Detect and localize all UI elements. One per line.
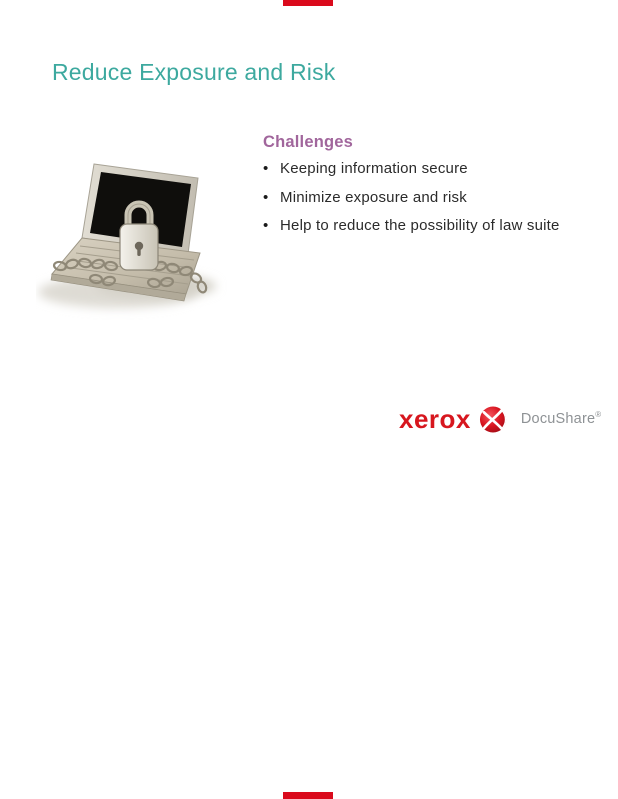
- xerox-sphere-icon: [479, 405, 508, 434]
- challenges-heading: Challenges: [263, 133, 354, 151]
- bullet-marker: •: [263, 188, 269, 206]
- bottom-red-marker: [283, 792, 333, 799]
- docushare-label: [521, 411, 601, 427]
- xerox-wordmark: xerox: [399, 404, 471, 434]
- docushare-text: DocuShare: [520, 411, 596, 427]
- registered-mark: ®: [595, 410, 602, 420]
- bullet-text: Keeping information secure: [280, 160, 468, 177]
- list-item: [263, 217, 615, 246]
- bullet-marker: •: [263, 160, 269, 177]
- top-red-marker: [283, 0, 333, 6]
- laptop-lock-illustration: [36, 154, 258, 330]
- challenges-list: [263, 160, 615, 246]
- laptop-chain-padlock-photo: [36, 154, 258, 330]
- xerox-docushare-logo: [399, 402, 601, 436]
- list-item: [263, 189, 615, 218]
- bullet-text: Minimize exposure and risk: [280, 188, 467, 206]
- slide-title: Reduce Exposure and Risk: [52, 59, 336, 85]
- list-item: [263, 160, 615, 189]
- bullet-text: Help to reduce the possibility of law suite: [280, 217, 560, 234]
- bullet-marker: •: [263, 217, 269, 234]
